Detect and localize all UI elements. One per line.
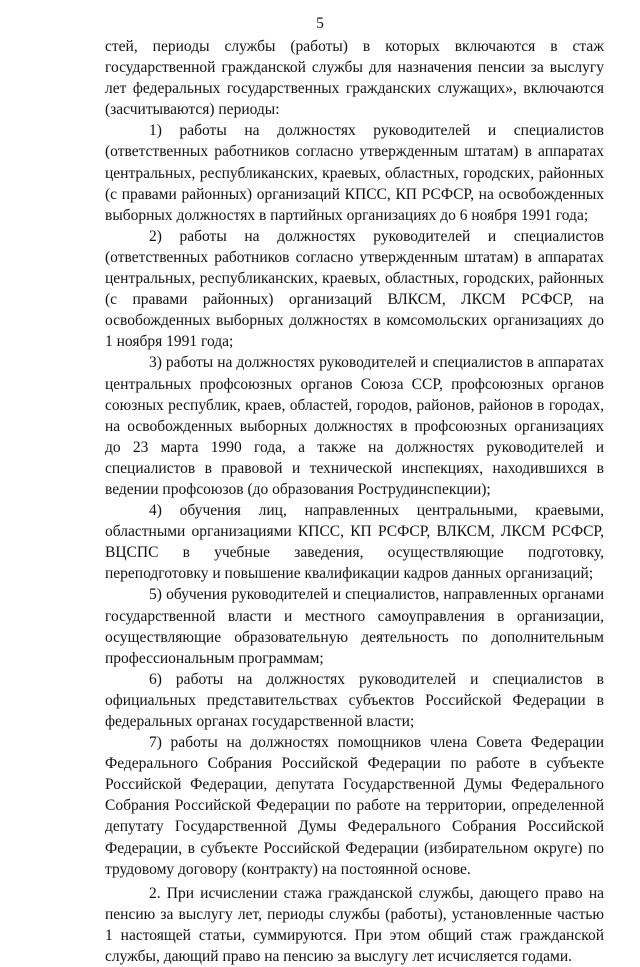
list-item-3: 3) работы на должностях руководителей и специалистов в аппаратах центральных профсоюзных органов Союза ССР, профсоюзных органов союзных республик, краев, областей, городов, районов, районов в городах, на освобожденных выборных должностях в профсоюзных организациях до 23 марта 1990 года, а также на должностях руководителей и специалистов в правовой и технической инспекциях, находившихся в ведении профсоюзов (до образования Рострудинспекции);	[105, 354, 604, 498]
paragraph-continuation: стей, периоды службы (работы) в которых включаются в стаж государственной гражданской службы для назначения пенсии за выслугу лет федеральных государственных гражданских служащих», включаются (засчитываются) периоды:	[105, 38, 604, 119]
list-item-2: 2) работы на должностях руководителей и специалистов (ответственных работников согласно утвержденным штатам) в аппаратах центральных, республиканских, краевых, областных, городских, районных (с правами районных) организаций ВЛКСМ, ЛКСМ РСФСР, на освобожденных выборных должностях в комсомольских организациях до 1 ноября 1991 года;	[105, 227, 604, 351]
document-body	[105, 36, 604, 967]
list-item-5: 5) обучения руководителей и специалистов, направленных органами государственной власти и местного самоуправления в организации, осуществляющие образовательную деятельность по дополнительным профессиональным программам;	[105, 586, 604, 667]
page-number: 5	[316, 15, 324, 32]
list-item-7: 7) работы на должностях помощников члена Совета Федерации Федерального Собрания Российской Федерации по работе в субъекте Российской Федерации, депутата Государственной Думы Федерального Собрания Российской Федерации по работе на территории, определенной депутату Государственной Думы Федерального Собрания Российской Федерации, в субъекте Российской Федерации (избирательном округе) по трудовому договору (контракту) на постоянной основе.	[105, 734, 604, 878]
list-item-6: 6) работы на должностях руководителей и специалистов в официальных представительствах субъектов Российской Федерации в федеральных органах государственной власти;	[105, 670, 604, 730]
paragraph-part-2: 2. При исчислении стажа гражданской службы, дающего право на пенсию за выслугу лет, периоды службы (работы), установленные частью 1 настоящей статьи, суммируются. При этом общий стаж гражданской службы, дающий право на пенсию за выслугу лет исчисляется годами.	[105, 884, 604, 966]
list-item-4: 4) обучения лиц, направленных центральными, краевыми, областными организациями КПСС, КП РСФСР, ВЛКСМ, ЛКСМ РСФСР, ВЦСПС в учебные заведения, осуществляющие подготовку, переподготовку и повышение квалификации кадров данных организаций;	[105, 502, 604, 583]
list-item-1: 1) работы на должностях руководителей и специалистов (ответственных работников согласно утвержденным штатам) в аппаратах центральных, республиканских, краевых, областных, городских, районных (с правами районных) организаций КПСС, КП РСФСР, на освобожденных выборных должностях в партийных организациях до 6 ноября 1991 года;	[105, 122, 604, 224]
